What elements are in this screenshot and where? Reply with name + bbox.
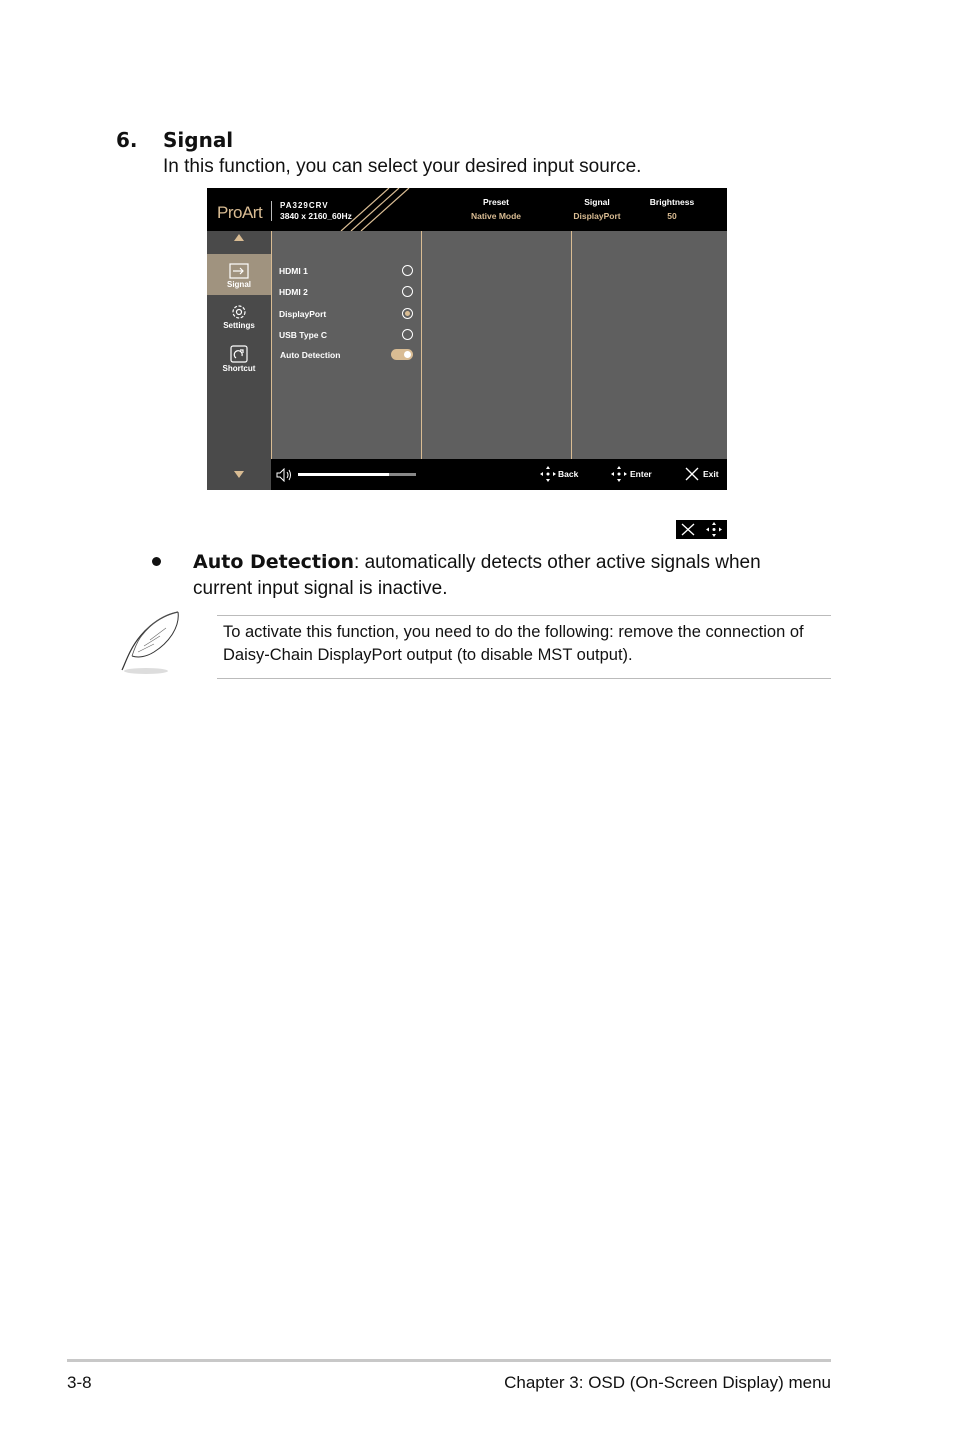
option-hdmi2[interactable]: HDMI 2 bbox=[279, 287, 308, 297]
osd-menu bbox=[207, 188, 727, 490]
bullet-description: : automatically detects other active signals when current input signal is inactive. bbox=[193, 552, 761, 599]
signal-label: Signal bbox=[584, 197, 610, 207]
option-hdmi1[interactable]: HDMI 1 bbox=[279, 266, 308, 276]
header-stripes-icon bbox=[339, 188, 421, 231]
speaker-icon bbox=[276, 468, 293, 482]
option-auto-detection[interactable]: Auto Detection bbox=[280, 350, 341, 360]
submenu-column-2 bbox=[421, 231, 572, 459]
note-rule-bottom bbox=[217, 678, 831, 679]
scroll-down-icon[interactable] bbox=[234, 471, 244, 478]
osd-footer bbox=[271, 459, 727, 490]
submenu-column-3 bbox=[571, 231, 727, 459]
bullet-marker bbox=[152, 557, 161, 566]
sidebar-label-settings: Settings bbox=[223, 321, 255, 330]
radio-usb-type-c[interactable] bbox=[402, 329, 413, 340]
bullet-auto-detection bbox=[193, 549, 813, 602]
section-title: Signal bbox=[163, 128, 234, 152]
preset-label: Preset bbox=[483, 197, 509, 207]
option-displayport[interactable]: DisplayPort bbox=[279, 309, 327, 319]
radio-hdmi2[interactable] bbox=[402, 286, 413, 297]
enter-label[interactable]: Enter bbox=[630, 469, 652, 479]
volume-fill bbox=[298, 473, 389, 476]
auto-detection-toggle[interactable] bbox=[391, 349, 413, 360]
note-text: To activate this function, you need to do the following: remove the connection of Daisy-Chain DisplayPort output (to disable MST output). bbox=[223, 623, 804, 664]
key-icons bbox=[676, 520, 727, 539]
note-rule-top bbox=[217, 615, 831, 616]
radio-displayport[interactable] bbox=[402, 308, 413, 319]
bullet-term: Auto Detection bbox=[193, 551, 355, 573]
exit-label[interactable]: Exit bbox=[703, 469, 719, 479]
chapter-title: Chapter 3: OSD (On-Screen Display) menu bbox=[504, 1373, 831, 1392]
sidebar-label-signal: Signal bbox=[226, 280, 251, 289]
page-number: 3-8 bbox=[67, 1373, 92, 1392]
joystick-press-icon bbox=[610, 465, 628, 483]
osd-header bbox=[207, 188, 727, 231]
logo-divider bbox=[271, 201, 272, 221]
option-usb-type-c[interactable]: USB Type C bbox=[279, 330, 328, 340]
radio-hdmi1[interactable] bbox=[402, 265, 413, 276]
sidebar-item-signal[interactable] bbox=[207, 254, 271, 295]
close-icon bbox=[685, 467, 699, 481]
input-icon bbox=[229, 263, 249, 279]
sidebar-item-settings[interactable] bbox=[207, 303, 271, 337]
shortcut-icon bbox=[229, 345, 249, 364]
joystick-left-icon bbox=[539, 465, 557, 483]
joystick-icon bbox=[705, 521, 723, 538]
scroll-up-icon[interactable] bbox=[234, 234, 244, 241]
model-name: PA329CRV bbox=[280, 201, 329, 210]
close-icon bbox=[680, 522, 696, 537]
volume-slider[interactable] bbox=[298, 473, 416, 476]
header-preset bbox=[451, 197, 541, 221]
proart-logo: ProArt bbox=[217, 203, 263, 222]
brightness-value: 50 bbox=[667, 211, 677, 221]
sidebar-label-shortcut: Shortcut bbox=[222, 364, 256, 373]
section-number: 6. bbox=[116, 128, 138, 152]
brightness-label: Brightness bbox=[649, 197, 695, 207]
section-description: In this function, you can select your desired input source. bbox=[163, 156, 642, 177]
resolution: 3840 x 2160_60Hz bbox=[280, 211, 352, 221]
gear-icon bbox=[229, 303, 249, 321]
sidebar-item-shortcut[interactable] bbox=[207, 345, 271, 379]
header-brightness bbox=[627, 197, 717, 221]
footer-rule bbox=[67, 1359, 831, 1362]
signal-value: DisplayPort bbox=[573, 211, 621, 221]
osd-sidebar bbox=[207, 231, 271, 490]
options-column bbox=[271, 231, 422, 459]
preset-value: Native Mode bbox=[470, 211, 522, 221]
feather-icon bbox=[114, 608, 184, 678]
back-label[interactable]: Back bbox=[558, 469, 579, 479]
